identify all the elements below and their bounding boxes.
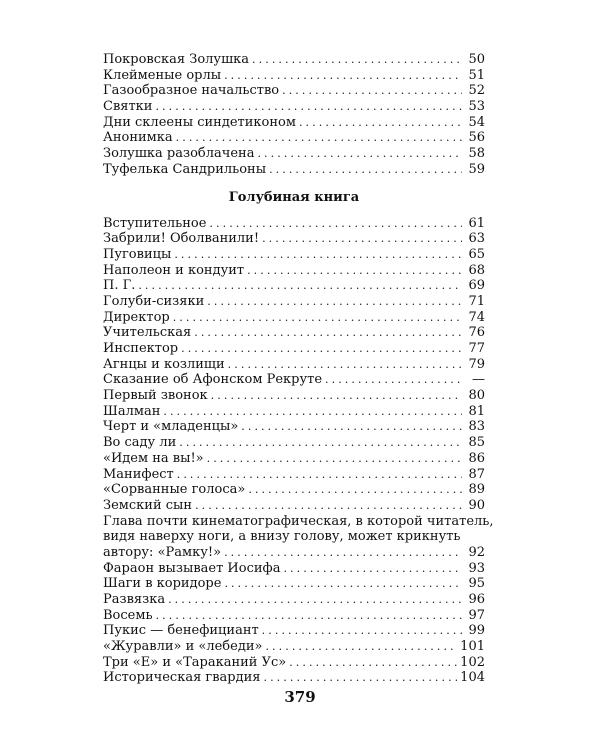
toc-entry-page: 95 (468, 576, 485, 592)
toc-entry (103, 482, 485, 498)
toc-entry (103, 576, 485, 592)
dot-leader (194, 325, 462, 341)
toc-entry-title: Золушка разоблачена (103, 146, 255, 162)
toc-entry (103, 623, 485, 639)
toc-entry-title: Манифест (103, 466, 174, 482)
toc-entry-page: 92 (468, 544, 485, 560)
toc-entry-title: Учительская (103, 325, 192, 341)
toc-list-part1 (103, 52, 485, 178)
dot-leader (224, 68, 462, 84)
toc-entry (103, 68, 485, 84)
dot-leader (299, 115, 462, 131)
toc-page (103, 52, 494, 686)
toc-entry-multiline (103, 513, 494, 561)
toc-entry-title: Вступительное (103, 215, 207, 231)
toc-entry-page: 101 (460, 639, 485, 655)
toc-entry (103, 435, 485, 451)
dot-leader (138, 278, 462, 294)
toc-entry-title: Дни склеены синдетиконом (103, 114, 296, 130)
toc-entry-page: 77 (468, 341, 485, 356)
toc-entry (103, 216, 485, 232)
toc-entry-page: 51 (468, 67, 485, 83)
dot-leader (224, 545, 462, 561)
toc-entry (103, 639, 485, 655)
dot-leader (207, 294, 462, 310)
dot-leader (228, 357, 462, 373)
dot-leader (241, 419, 462, 435)
toc-entry-title-line: Глава почти кинематографическая, в которой читатель, (103, 513, 494, 529)
toc-entry (103, 670, 485, 686)
toc-entry-page: 76 (468, 325, 485, 341)
toc-entry-title: Восемь (103, 607, 153, 623)
toc-entry (103, 467, 485, 483)
toc-entry (103, 341, 485, 357)
toc-entry-title: Развязка (103, 592, 166, 608)
toc-entry-title: Агнцы и козлищи (103, 356, 225, 372)
toc-entry-last-line (103, 545, 485, 561)
toc-entry-title: Первый звонок (103, 388, 208, 404)
toc-entry (103, 162, 485, 178)
toc-entry-title-line: автору: «Рамку!» (103, 544, 222, 560)
dot-leader (269, 162, 462, 178)
toc-entry-title: Газообразное начальство (103, 83, 280, 99)
toc-entry-page: 52 (468, 83, 485, 99)
dot-leader (325, 372, 462, 388)
dot-leader (207, 451, 462, 467)
toc-entry-title: Голуби-сизяки (103, 293, 205, 309)
toc-entry-title: Директор (103, 309, 170, 325)
toc-entry (103, 99, 485, 115)
toc-entry-page: 83 (468, 419, 485, 435)
dot-leader (155, 99, 462, 115)
toc-entry-page: 56 (468, 130, 485, 146)
toc-entry-page: 79 (468, 356, 485, 372)
dot-leader (248, 482, 462, 498)
toc-entry-page: 102 (460, 654, 485, 670)
toc-entry-title: «Идем на вы!» (103, 450, 204, 466)
toc-entry (103, 404, 485, 420)
toc-entry-page: 99 (468, 623, 485, 639)
page-number: 379 (284, 688, 316, 706)
toc-entry-title: Клейменые орлы (103, 67, 222, 83)
toc-entry-title: Туфелька Сандрильоны (103, 161, 267, 177)
toc-entry-title: «Сорванные голоса» (103, 482, 246, 498)
toc-entry-title: Наполеон и кондуит (103, 262, 245, 278)
toc-entry-title: Земский сын (103, 497, 193, 513)
toc-entry (103, 451, 485, 467)
dot-leader (283, 561, 462, 577)
toc-entry (103, 146, 485, 162)
dot-leader (174, 247, 462, 263)
dot-leader (163, 404, 462, 420)
toc-entry-page: 74 (468, 309, 485, 325)
dot-leader (247, 263, 462, 279)
toc-entry-title: Анонимка (103, 130, 173, 146)
toc-entry-title: Сказание об Афонском Рекруте (103, 372, 323, 388)
toc-entry-page: 89 (468, 482, 485, 498)
toc-entry-title: Шаги в коридоре (103, 576, 222, 592)
dot-leader (263, 670, 457, 686)
toc-entry (103, 655, 485, 671)
toc-entry-title: Святки (103, 99, 153, 115)
dot-leader (257, 146, 462, 162)
toc-entry (103, 278, 485, 294)
toc-entry (103, 561, 485, 577)
toc-entry-page: 104 (460, 670, 485, 686)
dot-leader (289, 655, 457, 671)
dot-leader (177, 467, 462, 483)
dot-leader (195, 498, 462, 514)
toc-entry-page: 63 (468, 231, 485, 247)
toc-entry-page: 65 (468, 246, 485, 262)
toc-list-part2 (103, 216, 485, 514)
toc-entry-page: 53 (468, 99, 485, 115)
dot-leader (176, 130, 462, 146)
toc-entry (103, 263, 485, 279)
toc-entry-page: 90 (468, 497, 485, 513)
toc-entry-page: 81 (468, 403, 485, 419)
toc-entry-page: 85 (468, 435, 485, 451)
dot-leader (209, 216, 462, 232)
toc-entry-page: 61 (468, 215, 485, 231)
dot-leader (262, 623, 462, 639)
toc-entry-page: 69 (468, 278, 485, 294)
toc-entry-title: Пукис — бенефициант (103, 623, 259, 639)
toc-entry-title: Забрили! Оболванили! (103, 231, 260, 247)
toc-entry (103, 231, 485, 247)
toc-entry-page: 54 (468, 114, 485, 130)
toc-entry (103, 419, 485, 435)
toc-entry (103, 372, 485, 388)
dot-leader (179, 435, 462, 451)
toc-entry (103, 388, 485, 404)
dot-leader (282, 83, 462, 99)
toc-entry (103, 325, 485, 341)
toc-entry (103, 83, 485, 99)
toc-entry-page: 58 (468, 146, 485, 162)
toc-entry-page: 68 (468, 262, 485, 278)
toc-entry-page: 59 (468, 161, 485, 177)
toc-entry-title: Историческая гвардия (103, 670, 261, 686)
toc-entry-title: «Журавли» и «лебеди» (103, 639, 263, 655)
toc-entry-title: П. Г. (103, 278, 136, 294)
toc-entry-title: Фараон вызывает Иосифа (103, 560, 281, 576)
toc-entry-page: 50 (468, 52, 485, 67)
dot-leader (262, 231, 462, 247)
toc-entry-title-line: видя наверху ноги, а внизу голову, может крикнуть (103, 529, 461, 545)
dot-leader (173, 310, 462, 326)
dot-leader (252, 52, 462, 68)
toc-entry (103, 608, 485, 624)
toc-entry-title: Покровская Золушка (103, 52, 250, 67)
toc-entry (103, 310, 485, 326)
toc-entry (103, 592, 485, 608)
toc-entry (103, 357, 485, 373)
toc-entry-title: Инспектор (103, 341, 179, 356)
section-heading: Голубиная книга (228, 189, 360, 205)
toc-entry-page: 71 (468, 293, 485, 309)
dot-leader (265, 639, 457, 655)
toc-entry (103, 498, 485, 514)
toc-entry-title: Черт и «младенцы» (103, 419, 239, 435)
toc-entry-page: 87 (468, 466, 485, 482)
toc-entry (103, 294, 485, 310)
toc-list-part3 (103, 561, 485, 687)
dot-leader (168, 592, 462, 608)
toc-entry-title: Пуговицы (103, 246, 172, 262)
toc-entry (103, 130, 485, 146)
toc-entry-page: — (472, 372, 485, 388)
toc-entry-title: Шалман (103, 403, 161, 419)
toc-entry-page: 93 (468, 560, 485, 576)
dot-leader (211, 388, 462, 404)
toc-entry-title: Три «Е» и «Тараканий Ус» (103, 654, 287, 670)
toc-entry-page: 97 (468, 607, 485, 623)
toc-entry-page: 96 (468, 592, 485, 608)
toc-entry (103, 52, 485, 68)
toc-entry-title: Во саду ли (103, 435, 177, 451)
dot-leader (181, 341, 462, 357)
dot-leader (224, 576, 462, 592)
toc-entry (103, 247, 485, 263)
toc-entry-page: 86 (468, 450, 485, 466)
dot-leader (156, 608, 462, 624)
toc-entry (103, 115, 485, 131)
toc-entry-page: 80 (468, 388, 485, 404)
